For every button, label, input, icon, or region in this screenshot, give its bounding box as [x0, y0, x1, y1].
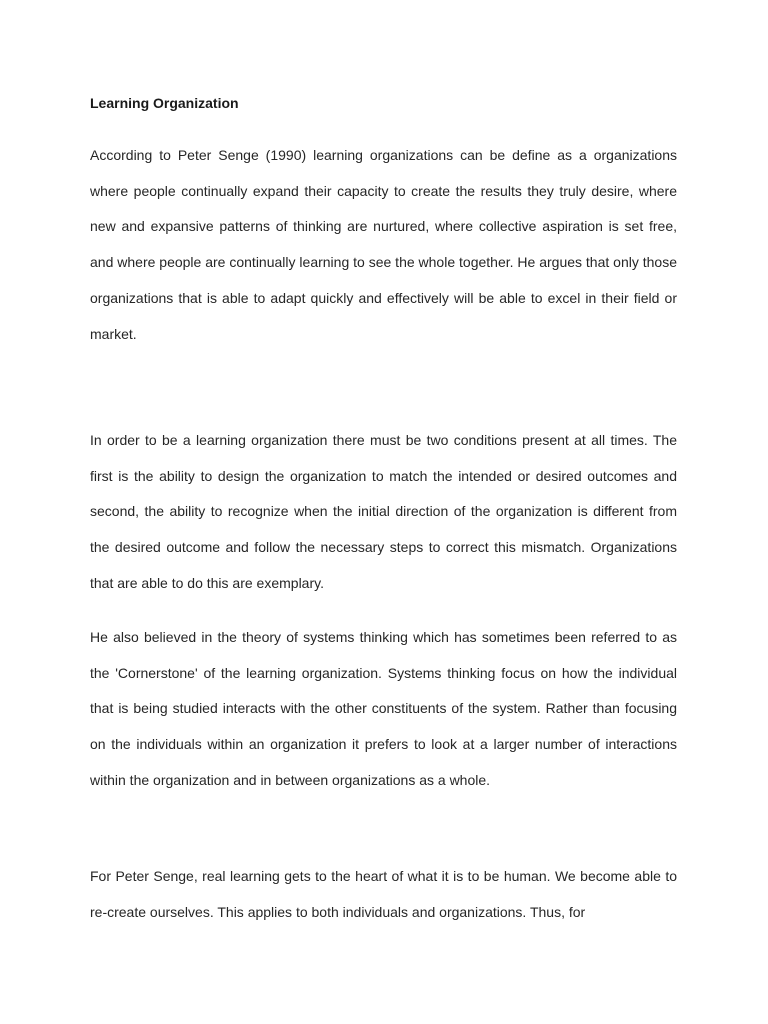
- paragraph-systems-thinking: He also believed in the theory of systems thinking which has sometimes been referred to as the 'Cornerstone' of the learning organization. Systems thinking focus on how the individual that is being studied interacts with the other constituents of the system. Rather than focusing on the individuals within an organization it prefers to look at a larger number of interactions within the organization and in between organizations as a whole.: [90, 629, 677, 788]
- paragraph-real-learning: For Peter Senge, real learning gets to the heart of what it is to be human. We become able to re-create ourselves. This applies to both individuals and organizations. Thus, for: [90, 868, 677, 920]
- paragraph-senge-definition: According to Peter Senge (1990) learning organizations can be define as a organizations where people continually expand their capacity to create the results they truly desire, where new and expansive patterns of thinking are nurtured, where collective aspiration is set free, and where people are continually learning to see the whole together. He argues that only those organizations that is able to adapt quickly and effectively will be able to excel in their field or market.: [90, 147, 677, 342]
- paragraph-two-conditions: In order to be a learning organization there must be two conditions present at all times. The first is the ability to design the organization to match the intended or desired outcomes and second, the ability to recognize when the initial direction of the organization is different from the desired outcome and follow the necessary steps to correct this mismatch. Organizations that are able to do this are exemplary.: [90, 432, 677, 591]
- document-title: Learning Organization: [90, 95, 239, 111]
